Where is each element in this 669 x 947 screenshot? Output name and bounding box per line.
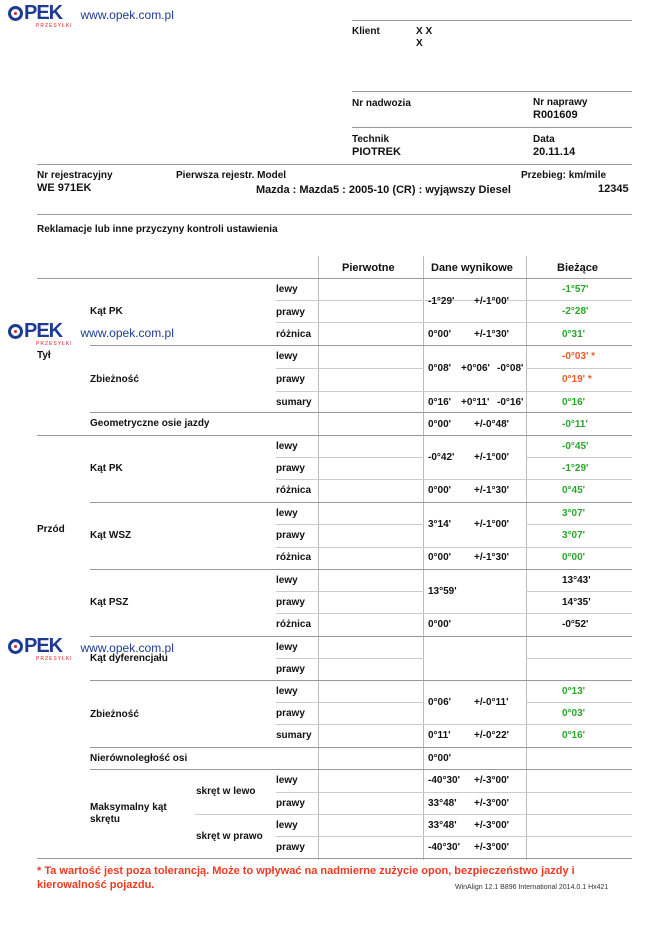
side-roznica: różnica — [276, 619, 312, 630]
logo-name: PEK — [24, 320, 63, 342]
biezace-value: 3°07' — [562, 508, 586, 519]
dane-tolerance: +/-1°00' — [474, 519, 510, 530]
biezace-value: -0°45' — [562, 441, 589, 452]
logo-tagline: PRZESYŁKI — [36, 656, 73, 662]
logo-url: www.opek.com.pl — [80, 326, 174, 340]
biezace-value-out-of-tolerance: -0°03' * — [562, 351, 596, 362]
dane-tolerance: +/-3°00' — [474, 798, 510, 809]
biezace-value: 0°45' — [562, 485, 586, 496]
dane-value: -1°29' — [428, 296, 455, 307]
opek-logo-o-icon — [8, 639, 23, 654]
row-label-zbieznosc-rear: Zbieżność — [90, 374, 139, 385]
rej-value: WE 971EK — [37, 182, 92, 194]
row-label-geom: Geometryczne osie jazdy — [90, 418, 210, 429]
side-sumary: sumary — [276, 730, 312, 741]
model-label: Pierwsza rejestr. Model — [176, 170, 287, 181]
dane-tolerance: +/-3°00' — [474, 775, 510, 786]
dane-tolerance: +/-1°30' — [474, 485, 510, 496]
side-prawy: prawy — [276, 597, 305, 608]
row-label-skret-prawo: skręt w prawo — [196, 831, 263, 842]
nadwozie-label: Nr nadwozia — [352, 98, 411, 109]
dane-value: 0°08' — [428, 363, 452, 374]
dane-tolerance: +/-1°00' — [474, 296, 510, 307]
dane-value: 0°00' — [428, 485, 452, 496]
side-prawy: prawy — [276, 708, 305, 719]
row-label-zbieznosc-front: Zbieżność — [90, 709, 139, 720]
dane-value: 13°59' — [428, 586, 457, 597]
opek-logo-o-icon — [8, 6, 23, 21]
data-value: 20.11.14 — [533, 146, 576, 158]
side-sumary: sumary — [276, 397, 312, 408]
row-label-kat-wsz: Kąt WSZ — [90, 530, 132, 541]
data-label: Data — [533, 134, 555, 145]
row-label-nierown: Nierównoległość osi — [90, 753, 188, 764]
naprawa-label: Nr naprawy — [533, 97, 588, 108]
technik-label: Technik — [352, 134, 390, 145]
side-roznica: różnica — [276, 329, 312, 340]
dane-tolerance: +/-3°00' — [474, 820, 510, 831]
dane-value: 33°48' — [428, 820, 457, 831]
dane-tolerance: +/-0°48' — [474, 419, 510, 430]
dane-value: 0°11' — [428, 730, 451, 741]
technik-value: PIOTREK — [352, 146, 401, 158]
dane-value: 0°06' — [428, 697, 452, 708]
biezace-value: 0°13' — [562, 686, 586, 697]
opek-logo-watermark-1 — [8, 322, 174, 347]
side-lewy: lewy — [276, 686, 298, 697]
opek-logo-mark — [8, 4, 73, 29]
biezace-value: -1°57' — [562, 284, 589, 295]
row-label-kat-psz: Kąt PSZ — [90, 597, 129, 608]
side-lewy: lewy — [276, 820, 298, 831]
biezace-value: -0°11' — [562, 419, 588, 430]
dane-tol-plus: +0°11' — [461, 397, 490, 408]
side-lewy: lewy — [276, 642, 298, 653]
logo-name: PEK — [24, 2, 63, 24]
side-prawy: prawy — [276, 374, 305, 385]
klient-value-2: X — [416, 38, 423, 49]
row-label-skret-lewo: skręt w lewo — [196, 786, 256, 797]
biezace-value: 14°35' — [562, 597, 591, 608]
biezace-value: 13°43' — [562, 575, 591, 586]
dane-value: 0°16' — [428, 397, 452, 408]
side-lewy: lewy — [276, 508, 298, 519]
dane-tolerance: +/-3°00' — [474, 842, 510, 853]
group-przod: Przód — [37, 524, 65, 535]
side-prawy: prawy — [276, 664, 305, 675]
dane-tol-plus: +0°06' — [461, 363, 490, 374]
side-lewy: lewy — [276, 441, 298, 452]
opek-logo-o-icon — [8, 324, 23, 339]
side-roznica: różnica — [276, 485, 312, 496]
biezace-value: 0°03' — [562, 708, 586, 719]
biezace-value-out-of-tolerance: 0°19' * — [562, 374, 592, 385]
side-lewy: lewy — [276, 284, 298, 295]
side-prawy: prawy — [276, 463, 305, 474]
dane-value: 0°00' — [428, 619, 452, 630]
biezace-value: -1°29' — [562, 463, 589, 474]
dane-tol-minus: -0°08' — [497, 363, 524, 374]
col-pierwotne: Pierwotne — [342, 262, 395, 274]
dane-value: -40°30' — [428, 775, 460, 786]
side-prawy: prawy — [276, 530, 305, 541]
reklamacje-label: Reklamacje lub inne przyczyny kontroli ustawienia — [37, 224, 278, 235]
row-label-kat-pk-front: Kąt PK — [90, 463, 123, 474]
dane-tolerance: +/-0°22' — [474, 730, 510, 741]
dane-value: 33°48' — [428, 798, 457, 809]
przebieg-value: 12345 — [598, 183, 629, 195]
side-lewy: lewy — [276, 351, 298, 362]
dane-value: 0°00' — [428, 753, 452, 764]
row-label-kat-pk-rear: Kąt PK — [90, 306, 123, 317]
tolerance-note: * Ta wartość jest poza tolerancją. Może to wpływać na nadmierne zużycie opon, bezpieczeństwo jazdy i kierowalność pojazdu. — [37, 865, 575, 891]
row-label-kat-dyf: Kąt dyferencjału — [90, 653, 168, 664]
group-tyl: Tył — [37, 350, 51, 361]
dane-tol-minus: -0°16' — [497, 397, 524, 408]
dane-tolerance: +/-1°00' — [474, 452, 510, 463]
side-lewy: lewy — [276, 775, 298, 786]
biezace-value: 0°31' — [562, 329, 586, 340]
biezace-value: -0°52' — [562, 619, 589, 630]
biezace-value: 0°16' — [562, 397, 586, 408]
side-roznica: różnica — [276, 552, 312, 563]
dane-value: 3°14' — [428, 519, 452, 530]
rej-label: Nr rejestracyjny — [37, 170, 113, 181]
side-prawy: prawy — [276, 798, 305, 809]
naprawa-value: R001609 — [533, 109, 578, 121]
col-dane: Dane wynikowe — [431, 262, 513, 274]
biezace-value: -2°28' — [562, 306, 589, 317]
dane-tolerance: +/-1°30' — [474, 329, 510, 340]
dane-tolerance: +/-0°11' — [474, 697, 509, 708]
logo-tagline: PRZESYŁKI — [36, 23, 73, 29]
col-biezace: Bieżące — [557, 262, 598, 274]
przebieg-label: Przebieg: km/mile — [521, 170, 607, 181]
klient-value: X X — [416, 26, 433, 37]
biezace-value: 0°00' — [562, 552, 586, 563]
version-info: WinAlign 12.1 B896 International 2014.0.1 Hx421 — [455, 884, 609, 891]
side-prawy: prawy — [276, 307, 305, 318]
opek-logo-top — [8, 4, 174, 29]
logo-name: PEK — [24, 635, 63, 657]
side-prawy: prawy — [276, 842, 305, 853]
logo-tagline: PRZESYŁKI — [36, 341, 73, 347]
dane-value: -40°30' — [428, 842, 460, 853]
dane-tolerance: +/-1°30' — [474, 552, 510, 563]
klient-label: Klient — [352, 26, 380, 37]
biezace-value: 3°07' — [562, 530, 586, 541]
logo-url: www.opek.com.pl — [80, 8, 174, 22]
side-lewy: lewy — [276, 575, 298, 586]
dane-value: 0°00' — [428, 329, 452, 340]
biezace-value: 0°16' — [562, 730, 586, 741]
dane-value: 0°00' — [428, 419, 452, 430]
model-value: Mazda : Mazda5 : 2005-10 (CR) : wyjąwszy Diesel — [256, 184, 511, 196]
dane-value: -0°42' — [428, 452, 455, 463]
row-label-maks: Maksymalny kąt skrętu — [90, 802, 167, 825]
logo-url: www.opek.com.pl — [80, 641, 174, 655]
dane-value: 0°00' — [428, 552, 452, 563]
